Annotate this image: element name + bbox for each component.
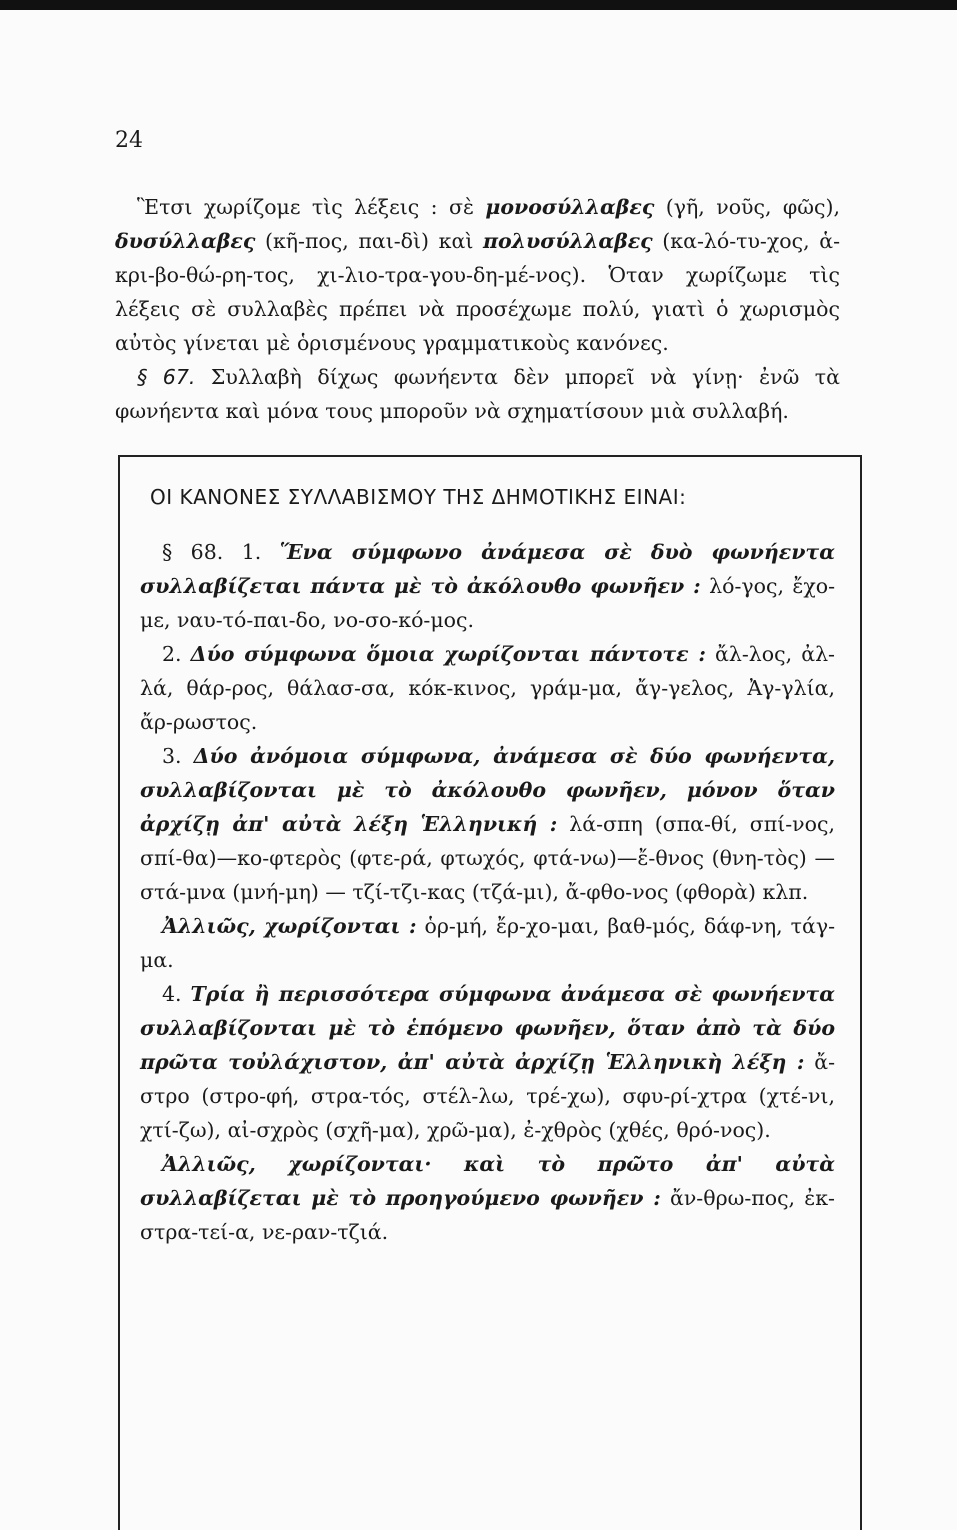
rule-3-number: 3. (162, 744, 194, 768)
rule-4-statement: Τρία ἢ περισσότερα σύμφωνα ἀνάμεσα σὲ φωνήεντα συλλαβίζονται μὲ τὸ ἑπόμενο φωνῆεν, ὅταν ἀπὸ τὰ δύο πρῶτα τοὐλάχιστον, ἀπ' αὐτὰ ἀρχίζῃ Ἑλληνικὴ λέξη : (140, 982, 836, 1074)
rule-3-statement: Δύο ἀνόμοια σύμφωνα, ἀνάμεσα σὲ δύο φωνήεντα, συλλαβίζονται μὲ τὸ ἀκόλουθο φωνῆεν, μόνον ὅταν ἀρχίζῃ ἀπ' αὐτὰ λέξη Ἑλληνική : (140, 744, 835, 836)
box-right-border (860, 455, 862, 1530)
rule-3-examples: λά-σπη (σπα-θί, σπί-νος, σπί-θα)—κο-φτερὸς (φτε-ρά, φτωχός, φτά-νω)—ἔ-θνος (θνη-τὸς) — στά-μνα (μνή-μη) — τζί-τζι-κας (τζά-μι), ἄ-φθο-νος (φθορὰ) κλπ. (140, 812, 835, 904)
rule-3 (140, 739, 835, 909)
box-top-border (118, 455, 862, 457)
paragraph-syllable-types (115, 190, 840, 360)
box-left-border (118, 455, 120, 1530)
section-67-number: § 67. (137, 365, 196, 389)
scan-top-edge (0, 0, 957, 10)
rule-4-otherwise-statement: Ἀλλιῶς, χωρίζονται· καὶ τὸ πρῶτο ἀπ' αὐτὰ συλλαβίζεται μὲ τὸ προηγούμενο φωνῆεν : (140, 1152, 835, 1210)
term-monosyllables: μονοσύλλαβες (485, 195, 655, 219)
rule-4-otherwise-examples: ἄν-θρω-πος, ἐκ-στρα-τεί-α, νε-ραν-τζιά. (140, 1186, 835, 1244)
rules-heading: ΟΙ ΚΑΝΟΝΕΣ ΣΥΛΛΑΒΙΣΜΟΥ ΤΗΣ ΔΗΜΟΤΙΚΗΣ ΕΙΝΑΙ: (150, 485, 687, 509)
rule-2 (140, 637, 835, 739)
rule-4 (140, 977, 835, 1147)
rule-2-statement: Δύο σύμφωνα ὅμοια χωρίζονται πάντοτε : (190, 642, 706, 666)
intro-section (115, 190, 840, 428)
rule-3-otherwise (140, 909, 835, 977)
rule-1-statement: Ἕνα σύμφωνο ἀνάμεσα σὲ δυὸ φωνήεντα συλλαβίζεται πάντα μὲ τὸ ἀκόλουθο φωνῆεν : (140, 540, 835, 598)
p1-text-c: (γῆ, νοῦς, φῶς), (654, 195, 840, 219)
rule-2-examples: ἄλ-λος, ἀλ-λά, θάρ-ρος, θάλασ-σα, κόκ-κινος, γράμ-μα, ἄγ-γελος, Ἀγ-γλία, ἄρ-ρωστος. (140, 642, 835, 734)
rule-1 (140, 535, 835, 637)
p1-text-d: (κῆ-πος, παι-δὶ) καὶ (255, 229, 483, 253)
paragraph-67 (115, 360, 840, 428)
rule-4-examples: ἄ-στρο (στρο-φή, στρα-τός, στέλ-λω, τρέ-χω), σφυ-ρί-χτρα (χτέ-νι, χτί-ζω), αἰ-σχρὸς (σχῆ-μα), χρῶ-μα), ἐ-χθρὸς (χθές, θρό-νος). (140, 1050, 835, 1142)
page-number: 24 (115, 128, 143, 153)
rules-list (140, 535, 835, 1249)
rule-4-number: 4. (162, 982, 191, 1006)
term-disyllables: δυσύλλαβες (115, 229, 256, 253)
rule-3-otherwise-examples: ὁρ-μή, ἔρ-χο-μαι, βαθ-μός, δάφ-νη, τάγ-μα. (140, 914, 835, 972)
rule-1-number: § 68. 1. (162, 540, 280, 564)
rule-4-otherwise (140, 1147, 835, 1249)
rule-2-number: 2. (162, 642, 191, 666)
section-67-text: Συλλαβὴ δίχως φωνήεντα δὲν μπορεῖ νὰ γίνῃ· ἐνῶ τὰ φωνήεντα καὶ μόνα τους μποροῦν νὰ σχηματίσουν μιὰ συλλαβή. (115, 365, 840, 423)
term-polysyllables: πολυσύλλαβες (482, 229, 653, 253)
p1-text-a: Ἓτσι χωρίζομε τὶς λέξεις : σὲ (137, 195, 486, 219)
p1-text-e: (κα-λό-τυ-χος, ἁ-κρι-βο-θώ-ρη-τος, χι-λιο-τρα-γου-δη-μέ-νος). Ὁταν χωρίζωμε τὶς λέξεις σὲ συλλαβὲς πρέπει νὰ προσέχωμε πολύ, γιατὶ ὁ χωρισμὸς αὐτὸς γίνεται μὲ ὁρισμένους γραμματικοὺς κανόνες. (115, 229, 841, 355)
rule-1-examples: λό-γος, ἔχο-με, ναυ-τό-παι-δο, νο-σο-κό-μος. (140, 574, 836, 632)
rule-3-otherwise-statement: Ἀλλιῶς, χωρίζονται : (162, 914, 417, 938)
